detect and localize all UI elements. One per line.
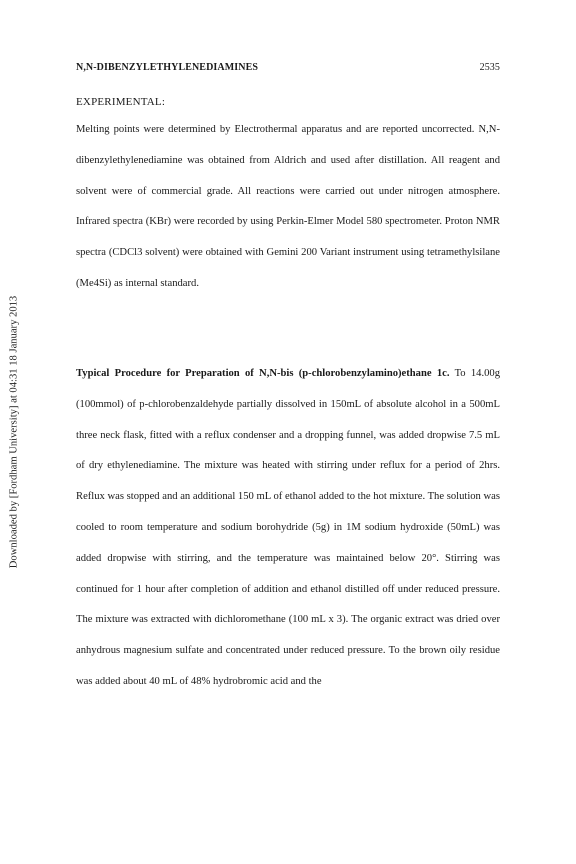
experimental-paragraph: Melting points were determined by Electrothermal apparatus and are reported uncorrected. N,N-dibenzylethylenediamine was obtained from Aldrich and used after distillation. All reagent and solvent were of commercial grade. All reactions were carried out under nitrogen atmosphere. Infrared spectra (KBr) were recorded by using Perkin-Elmer Model 580 spectrometer. Proton NMR spectra (CDCl3 solvent) were obtained with Gemini 200 Variant instrument using tetramethylsilane (Me4Si) as internal standard. — [76, 124, 500, 289]
procedure-title: Typical Procedure for Preparation of N,N-bis (p-chlorobenzylamino)ethane 1c. — [76, 368, 450, 379]
procedure-text: To 14.00g (100mmol) of p-chlorobenzaldehyde partially dissolved in 150mL of absolute alcohol in a 500mL three neck flask, fitted with a reflux condenser and a dropping funnel, was added dropwise 7.5 mL of dry ethylenediamine. The mixture was heated with stirring under reflux for a period of 2hrs. Reflux was stopped and an additional 150 mL of ethanol added to the hot mixture. The solution was cooled to room temperature and sodium borohydride (5g) in 1M sodium hydroxide (50mL) was added dropwise with stirring, and the temperature was maintained below 20°. Stirring was continued for 1 hour after completion of addition and ethanol distilled off under reduced pressure. The mixture was extracted with dichloromethane (100 mL x 3). The organic extract was dried over anhydrous magnesium sulfate and concentrated under reduced pressure. To the brown oily residue was added about 40 mL of 48% hydrobromic acid and the — [76, 368, 500, 687]
procedure-paragraph — [76, 359, 500, 698]
page-number: 2535 — [479, 62, 500, 73]
running-head — [76, 62, 500, 76]
download-watermark-text: Downloaded by [Fordham University] at 04:31 18 January 2013 — [8, 295, 20, 569]
running-head-title: N,N-DIBENZYLETHYLENEDIAMINES — [76, 62, 258, 73]
section-heading: EXPERIMENTAL: — [76, 96, 166, 108]
